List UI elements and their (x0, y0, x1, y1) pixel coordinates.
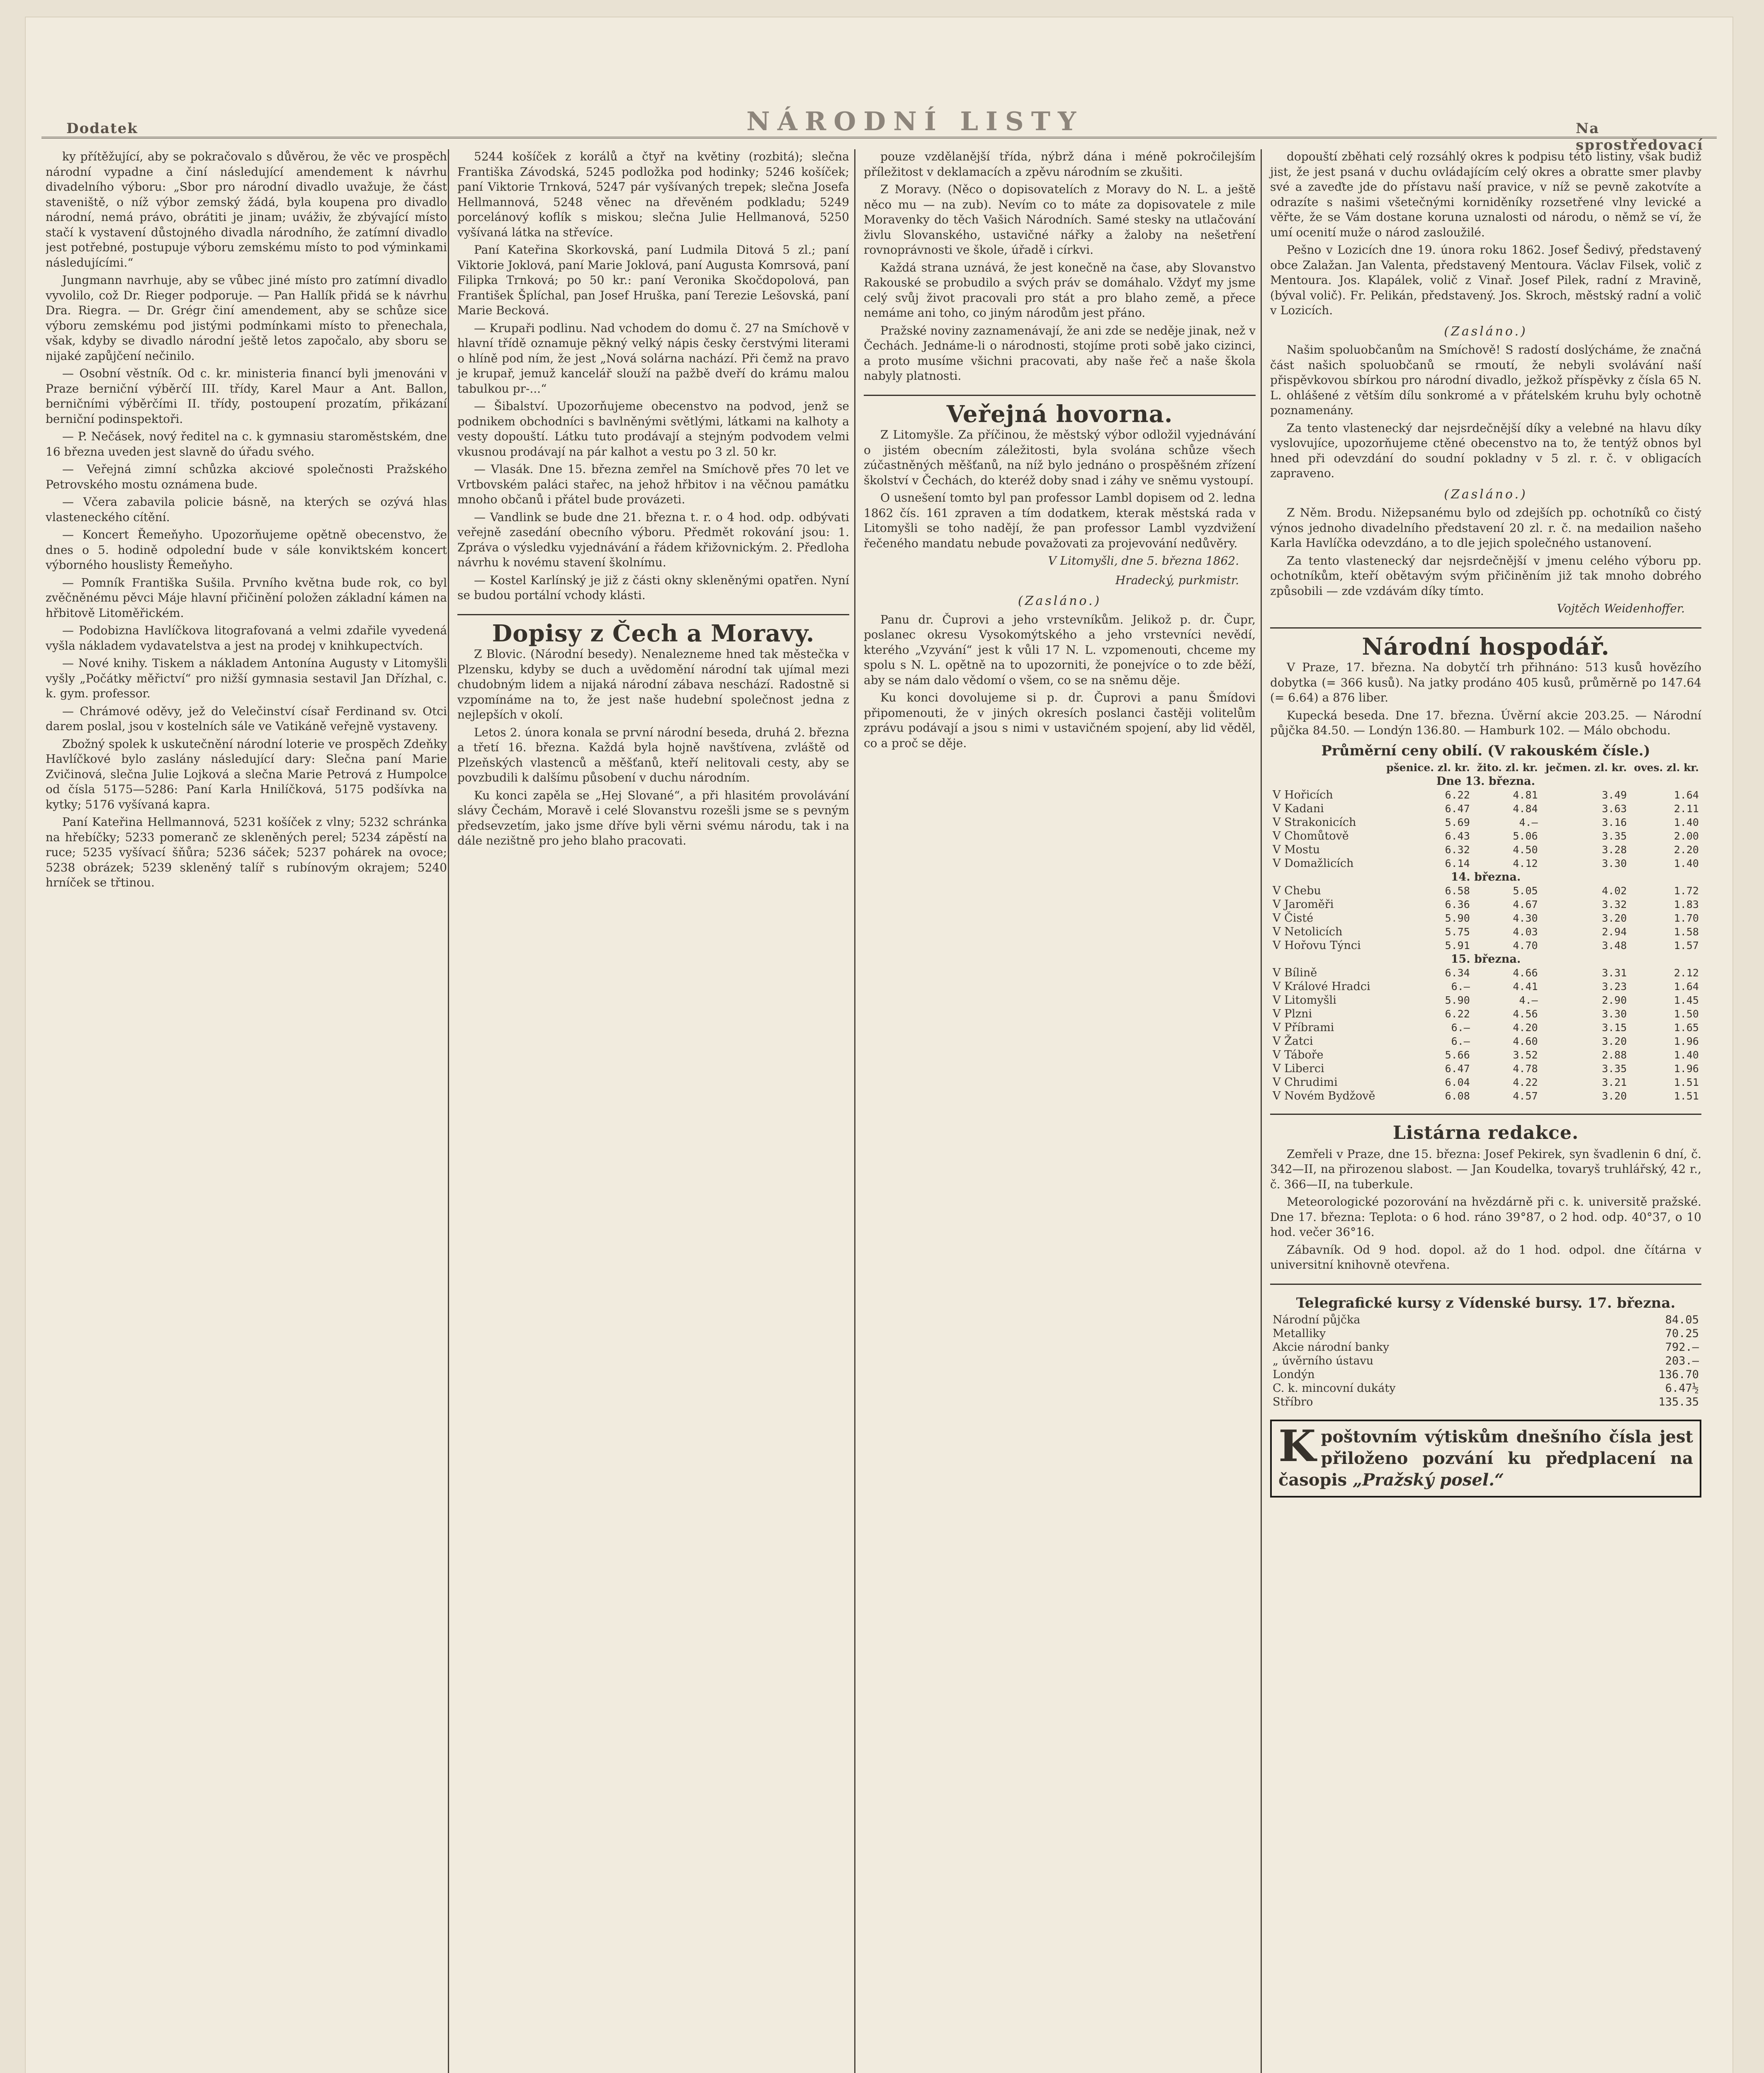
telegraph-caption: Telegrafické kursy z Vídenské bursy. 17. března. (1296, 1294, 1676, 1311)
public-forum-paragraph: Ku konci dovolujeme si p. dr. Čuprovi a panu Šmídovi připomenouti, že v jiných okresích poslanci častěji volitelům zprávu podávají a jsou s nimi v ustavičném spojení, aby lid věděl, co a proč se děje. (864, 691, 1256, 750)
column-1 (46, 149, 447, 2073)
table-cell: 1.64 (1674, 981, 1699, 993)
news-item: Zbožný spolek k uskutečnění národní loterie ve prospěch Zdeňky Havlíčkové bylo zaslány následující dary: Slečna paní Marie Zvičinová, slečna Julie Lojková a slečna Marie Petrová z Humpolce od čísla 5175—5286: Paní Karla Hnilíčková, 5175 podšívka na kytky; 5176 vyšívaná kapra. (46, 737, 447, 811)
header-cell (1270, 761, 1381, 774)
news-item: — Podobizna Havlíčkova litografovaná a velmi zdařile vyvedená vyšla nákladem vydavatelstva a jest na prodej v knihkupectvích. (46, 624, 447, 653)
signature-date: V Litomyšli, dne 5. března 1862. (1048, 554, 1239, 568)
row-label: V Netolicích (1273, 925, 1343, 938)
table-cell: 6.14 (1445, 857, 1470, 869)
column-3 (854, 149, 1256, 2073)
row-label: V Chebu (1273, 884, 1321, 897)
section-divider (864, 395, 1256, 396)
row-label: V Novém Bydžově (1273, 1090, 1375, 1102)
news-item: — P. Nečásek, nový ředitel na c. k gymnasiu staroměstském, dne 16 března uveden jest slavně do úřadu svého. (46, 430, 447, 459)
table-row (1270, 1395, 1701, 1409)
table-cell: 203.— (1665, 1354, 1699, 1367)
table-cell: 4.81 (1513, 789, 1538, 801)
row-label: V Chomůtově (1273, 830, 1349, 842)
table-row (1270, 843, 1701, 857)
table-row (1270, 829, 1701, 843)
table-cell: 4.41 (1513, 981, 1538, 993)
column-4 (1261, 149, 1701, 2073)
row-label: Londýn (1273, 1368, 1315, 1381)
table-cell: 6.34 (1445, 967, 1470, 979)
date-row (1270, 952, 1701, 966)
date-label: Dne 13. března. (1436, 775, 1536, 788)
table-cell: 3.15 (1601, 1022, 1627, 1034)
table-cell: 1.57 (1674, 939, 1699, 952)
news-item: — Kostel Karlínský je již z části okny skleněnými opatřen. Nyní se budou portální vchody klásti. (457, 573, 849, 602)
table-row (1270, 816, 1701, 829)
table-cell: 1.96 (1674, 1035, 1699, 1047)
table-cell: 5.90 (1445, 912, 1470, 924)
table-cell: 3.32 (1601, 898, 1627, 910)
header-cell: pšenice. zl. kr. (1386, 762, 1470, 774)
table-cell: 6.47½ (1665, 1382, 1699, 1395)
masthead-left: Dodatek (66, 120, 138, 137)
public-forum-paragraph: Panu dr. Čuprovi a jeho vrstevníkům. Jelikož p. dr. Čupr, poslanec okresu Vysokomýtského a jeho vrstevníci nevědí, kterého „Vzyvání“ jest k vůli 17 N. L. vzpomenouti, chceme my spolu s N. L. opětně na to upozorniti, že ponejvíce o to zde běží, aby se nám dalo vědomí o všem, co se na sněmu děje. (864, 612, 1256, 687)
table-cell: 4.20 (1513, 1022, 1538, 1034)
news-item: Paní Kateřina Hellmannová, 5231 košíček z vlny; 5232 schránka na hřebíčky; 5233 pomeranč ze skleněných perel; 5234 zápěstí na ruce; 5235 vyšívací šňůra; 5236 sáček; 5237 pohárek na ovoce; 5238 obrázek; 5239 skleněný talíř s rubínovým okrajem; 5240 hrníček se třtinou. (46, 815, 447, 889)
table-cell: 1.40 (1674, 1049, 1699, 1061)
table-row (1270, 939, 1701, 952)
table-cell: 136.70 (1658, 1368, 1699, 1381)
table-row (1270, 925, 1701, 939)
masthead-right: Na sprostředovací (1576, 120, 1703, 153)
table-row (1270, 993, 1701, 1007)
row-label: C. k. mincovní dukáty (1273, 1382, 1396, 1395)
letter-paragraph: Každá strana uznává, že jest konečně na čase, aby Slovanstvo Rakouské se probudilo a svých práv se domáhalo. Vždyť my jsme celý svůj život pracovali pro stát a pro blaho země, a přece nemáme ani toho, co jiným národům jest přáno. (864, 260, 1256, 320)
table-row (1270, 884, 1701, 898)
article-paragraph: Jungmann navrhuje, aby se vůbec jiné místo pro zatímní divadlo vyvolilo, což Dr. Rieger podporuje. — Pan Hallík přidá se k návrhu Dra. Riegra. — Dr. Grégr činí amendement, aby se schůze sice výboru zemskému pod jistými podmínkami místo to přenechala, však, kdyby se divadlo národní ještě letos započalo, aby sboru se nijaké zapůjčení nečinilo. (46, 273, 447, 363)
table-cell: 4.84 (1513, 803, 1538, 815)
table-row (1270, 857, 1701, 870)
table-cell: 3.63 (1601, 803, 1627, 815)
news-item: — Vandlink se bude dne 21. března t. r. o 4 hod. odp. odbývati veřejně zasedání obecního výboru. Předmět rokování jsou: 1. Zpráva o výsledku vyjednávání a řádem křižovnickým. 2. Předloha návrhu k novému stavení školnímu. (457, 510, 849, 569)
table-cell: 135.35 (1658, 1396, 1699, 1408)
table-row (1270, 1089, 1701, 1103)
row-label: V Příbrami (1273, 1021, 1334, 1034)
signature-weidenhoffer: Vojtěch Weidenhoffer. (1557, 602, 1685, 615)
table-row (1270, 1021, 1701, 1034)
table-cell: 5.69 (1445, 816, 1470, 828)
table-cell: 4.02 (1601, 885, 1627, 897)
section-heading-dopisy: Dopisy z Čech a Moravy. (492, 619, 815, 647)
table-row (1270, 1381, 1701, 1395)
table-cell: 3.20 (1601, 912, 1627, 924)
table-cell: 3.48 (1601, 939, 1627, 952)
section-heading-verejna-hovorna: Veřejná hovorna. (946, 400, 1173, 428)
table-cell: 6.47 (1445, 1063, 1470, 1075)
table-row (1270, 1340, 1701, 1354)
header-cell: oves. zl. kr. (1634, 762, 1699, 774)
table-cell: 3.23 (1601, 981, 1627, 993)
row-label: Metalliky (1273, 1327, 1326, 1340)
registry-item: Meteorologické pozorování na hvězdárně při c. k. universitě pražské. Dne 17. března: Teplota: o 6 hod. ráno 39°87, o 2 hod. odp. 40°37, o 10 hod. večer 36°16. (1270, 1195, 1701, 1239)
letter-paragraph: Pražské noviny zaznamenávají, že ani zde se neděje jinak, než v Čechách. Jednáme-li o národnosti, stojíme proti sobě jako cizinci, a proto musíme všichni pracovati, aby naše řeč a naše škola nabyly platnosti. (864, 323, 1256, 383)
table-row (1270, 1007, 1701, 1021)
market-note: Kupecká beseda. Dne 17. března. Úvěrní akcie 203.25. — Národní půjčka 84.50. — Londýn 136.80. — Hamburk 102. — Málo obchodu. (1270, 708, 1701, 737)
table-cell: 2.12 (1674, 967, 1699, 979)
table-cell: 3.28 (1601, 844, 1627, 856)
table-row (1270, 911, 1701, 925)
table-cell: 70.25 (1665, 1327, 1699, 1340)
row-label: V Bílině (1273, 966, 1317, 979)
row-label: V Králové Hradci (1273, 980, 1370, 993)
table-cell: 1.45 (1674, 994, 1699, 1006)
news-item: — Nové knihy. Tiskem a nákladem Antonína Augusty v Litomyšli vyšly „Počátky měřictví“ pro nižší gymnasia sestavil Jan Dřízhal, c. k. gym. professor. (46, 656, 447, 700)
table-cell: 4.50 (1513, 844, 1538, 856)
public-forum-paragraph: O usnešení tomto byl pan professor Lambl dopisem od 2. ledna 1862 čís. 161 zpraven a tím dodatkem, kterak městská rada v Litomyšli se toho nadějí, že pan professor Lambl vyzdvižení řečeného mandatu nebude považovati za projevování nedůvěry. (864, 491, 1256, 550)
table-cell: 4.30 (1513, 912, 1538, 924)
section-divider (1270, 627, 1701, 629)
table-cell: 1.51 (1674, 1090, 1699, 1102)
news-item: — Osobní věstník. Od c. kr. ministeria financí byli jmenováni v Praze berniční výběrčí III. třídy, Karel Maur a Ant. Ballon, berničními výběrčími II. třídy, postoupení prozatím, přikázaní berniční podinspektoři. (46, 367, 447, 426)
table-cell: 2.20 (1674, 844, 1699, 856)
row-label: V Hořicích (1273, 789, 1333, 801)
letter-paragraph: dopouští zběhati celý rozsáhlý okres k podpisu této listiny, však budiž jist, že jest psaná v duchu ovládajícím celý okres a obratte smer plavby své a zaveďte jde do přístavu naší pravice, v níž se pevně zakotvíte a odrazíte s našimi všetečnými korniděníky rozsetřené vlny levické a věřte, že se Vám dostane koruna uznalosti od národu, o němž se ví, že umí ocenití muže o národ zasloužilé. (1270, 150, 1701, 239)
table-cell: 6.— (1451, 1035, 1470, 1047)
table-cell: 1.64 (1674, 789, 1699, 801)
table-cell: 4.57 (1513, 1090, 1538, 1102)
table-cell: 2.00 (1674, 830, 1699, 842)
letter-paragraph: Z Blovic. (Národní besedy). Nenalezneme hned tak městečka v Plzensku, kdyby se duch a uvědomění národní tak ujímal mezi chudobným lidem a nijaká národní zábava neschází. Radostně si vzpomínáme na to, že jest naše hudební společnost jedna z nejlepších v okolí. (457, 647, 849, 721)
letter-paragraph: Pešno v Lozicích dne 19. února roku 1862. Josef Šedivý, představený obce Zalažan. Jan Valenta, představený Mentoura. Václav Filsek, volič z Mentoura. Jos. Klapálek, volič z Vinař. Josef Pilek, radní z Mravině, (býval volič). Fr. Pelikán, představený. Jos. Skroch, městský radní a volič v Lozicích. (1270, 243, 1701, 317)
table-cell: 6.47 (1445, 803, 1470, 815)
table-cell: 3.20 (1601, 1090, 1627, 1102)
row-label: V Chrudimi (1273, 1076, 1338, 1089)
masthead (41, 104, 1717, 153)
letter-paragraph: Za tento vlastenecký dar nejsrdečnější díky a velebné na hlavu díky vyslovujíce, upozorňujeme ctěné obecenstvo na to, že tentýž obnos byl hned při odevzdání do soudní pokladny v 5 zl. r. č. v obligacích zapraveno. (1270, 421, 1701, 480)
table-row (1270, 1313, 1701, 1327)
news-item: 5244 košíček z korálů a čtyř na květiny (rozbitá); slečna Františka Závodská, 5245 podložka pod hodinky; 5246 košíček; paní Viktorie Trnková, 5247 pár vyšívaných trepek; slečna Josefa Hellmannová, 5248 věnec na dřevěném podkladu; 5249 porcelánový koflík s miskou; slečna Julie Hellmanová, 5250 vyšívaná látka na střevíce. (457, 150, 849, 239)
signature-hradecky: Hradecký, purkmistr. (1115, 573, 1239, 587)
row-label: V Domažlicích (1273, 857, 1354, 870)
table-cell: 6.43 (1445, 830, 1470, 842)
section-divider (1270, 1284, 1701, 1285)
table-row (1270, 1048, 1701, 1062)
row-label: V Strakonicích (1273, 816, 1356, 829)
news-item: — Včera zabavila policie básně, na kterých se ozývá hlas vlasteneckého cítění. (46, 495, 447, 524)
row-label: V Liberci (1273, 1062, 1324, 1075)
section-divider (457, 614, 849, 615)
date-label: 14. března. (1451, 871, 1521, 884)
letter-paragraph: Ku konci zapěla se „Hej Slované“, a při hlasitém provolávání slávy Čechám, Moravě i celé Slovanstvu rozešli jsme se s pevným předsevzetím, jako jsme dříve byli věrni svému národu, tak i na dále nezištně pro jeho blaho pracovati. (457, 788, 849, 847)
letter-paragraph: Letos 2. února konala se první národní beseda, druhá 2. března a třetí 16. března. Každá byla hojně navštívena, zvláště od Plzeňských vlastenců a měšťanů, kteří nelitovali cesty, aby se povzbudili k dalšímu působení v duchu národním. (457, 725, 849, 784)
section-divider (1270, 1114, 1701, 1115)
registry-item: Zábavník. Od 9 hod. dopol. až do 1 hod. odpol. dne čítárna v universitní knihovně otevřena. (1270, 1243, 1701, 1272)
table-row (1270, 788, 1701, 802)
table-cell: 2.11 (1674, 803, 1699, 815)
letter-paragraph: Za tento vlastenecký dar nejsrdečnější v jmenu celého výboru pp. ochotníkům, kteří obětavým svým přičiněním již tak mnoho dobrého způsobili — zde vzdávám díky tímto. (1270, 553, 1701, 598)
table-row (1270, 898, 1701, 911)
table-cell: 6.58 (1445, 885, 1470, 897)
table-cell: 2.88 (1601, 1049, 1627, 1061)
subscription-notice (1270, 1420, 1701, 1498)
table-cell: 5.91 (1445, 939, 1470, 952)
grain-price-table (1270, 761, 1701, 1103)
news-item: — Krupaři podlinu. Nad vchodem do domu č. 27 na Smíchově v hlavní třídě oznamuje pěkný velký nápis česky čerstvými literami o hlíně pod ním, že jest „Nová solárna nachází. Při čemž na pravo je krupař, jemuž kancelář slouží na pažbě dveří do krámu malou tabulkou pr-...“ (457, 321, 849, 396)
table-row (1270, 1075, 1701, 1089)
row-label: V Mostu (1273, 843, 1320, 856)
row-label: V Čisté (1273, 912, 1314, 925)
table-row (1270, 802, 1701, 816)
table-cell: 6.36 (1445, 898, 1470, 910)
row-label: V Žatci (1273, 1035, 1313, 1048)
row-label: Národní půjčka (1273, 1313, 1361, 1326)
article-paragraph: ky přítěžující, aby se pokračovalo s důvěrou, že věc ve prospěch národní vypadne a činí následující amendement k návrhu divadelního výboru: „Sbor pro národní divadlo uvažuje, že část staveniště, o níž výbor zemský žádá, byla koupena pro divadlo národní, nemá právo, obrátiti je jinam; uváživ, že zbývající místo stačí k vystavení důstojného divadla národního, že zatímní divadlo jest potřebné, postupuje výboru zemskému místo to pod výminkami následujícími.“ (46, 150, 447, 269)
table-cell: 1.96 (1674, 1063, 1699, 1075)
table-cell: 792.— (1665, 1341, 1699, 1354)
table-row (1270, 1354, 1701, 1368)
news-item: — Pomník Františka Sušila. Prvního května bude rok, co byl zvěčněnému pěvci Máje hlavní přičinění položen základní kámen na hřbitově Litoměřickém. (46, 575, 447, 620)
table-cell: 5.66 (1445, 1049, 1470, 1061)
table-row (1270, 1327, 1701, 1340)
table-cell: 2.94 (1601, 926, 1627, 938)
table-cell: 2.90 (1601, 994, 1627, 1006)
table-cell: 1.40 (1674, 857, 1699, 869)
masthead-title: NÁRODNÍ LISTY (746, 106, 1084, 136)
registry-item: Zemřeli v Praze, dne 15. března: Josef Pekirek, syn švadlenin 6 dní, č. 342—II, na přirozenou slabost. — Jan Koudelka, tovaryš truhlářský, 42 r., č. 366—II, na tuberkule. (1270, 1147, 1701, 1191)
letter-paragraph: Našim spoluobčanům na Smíchově! S radostí doslýcháme, že značná část našich spoluobčanů se rmoutí, že nebyli svolávání naší přispěvkovou sbírkou pro národní divadlo, ježkož příspěvky z čísla 65 N. L. ohlášené z větším dílu sonkromé a v přátelském kruhu byly ochotně poznamenány. (1270, 343, 1701, 417)
row-label: Akcie národní banky (1273, 1341, 1390, 1354)
table-cell: 1.40 (1674, 816, 1699, 828)
row-label: Stříbro (1273, 1396, 1313, 1408)
grain-price-header (1270, 761, 1701, 774)
zaslano-label: (Zasláno.) (1444, 324, 1528, 339)
letter-paragraph: Z Moravy. (Něco o dopisovatelích z Moravy do N. L. a ještě něco mu — na zub). Nevím co to máte za dopisovatele z mile Moravenky do těch Vašich Národních. Samé stesky na utlačování živlu Slovanského, ustavičné nářky a žaloby na nešetření rovnoprávnosti ve škole, úřadě i církvi. (864, 182, 1256, 257)
table-cell: 3.30 (1601, 1008, 1627, 1020)
table-cell: 1.72 (1674, 885, 1699, 897)
column-2 (448, 149, 849, 2073)
bourse-body (1270, 1313, 1701, 1409)
table-cell: 4.56 (1513, 1008, 1538, 1020)
table-cell: 3.21 (1601, 1076, 1627, 1088)
table-cell: 4.— (1519, 994, 1538, 1006)
zaslano-label: (Zasláno.) (1444, 487, 1528, 502)
table-cell: 4.67 (1513, 898, 1538, 910)
table-row (1270, 1062, 1701, 1075)
table-cell: 6.— (1451, 981, 1470, 993)
notice-title: „Pražský posel.“ (1353, 1470, 1504, 1490)
table-cell: 1.65 (1674, 1022, 1699, 1034)
table-cell: 3.20 (1601, 1035, 1627, 1047)
row-label: V Kadani (1273, 802, 1324, 815)
section-heading-narodni-hospodar: Národní hospodář. (1362, 633, 1610, 660)
table-cell: 4.22 (1513, 1076, 1538, 1088)
table-cell: 3.49 (1601, 789, 1627, 801)
table-cell: 84.05 (1665, 1313, 1699, 1326)
row-label: V Plzni (1273, 1007, 1312, 1020)
news-item: — Koncert Řemeňyho. Upozorňujeme opětně obecenstvo, že dnes o 5. hodině odpolední bude v sále konviktském koncert výborného houslisty Řemeňyho. (46, 528, 447, 572)
table-cell: 6.22 (1445, 789, 1470, 801)
table-cell: 3.52 (1513, 1049, 1538, 1061)
row-label: V Litomyšli (1273, 994, 1336, 1007)
date-label: 15. března. (1451, 953, 1521, 966)
table-row (1270, 1034, 1701, 1048)
table-cell: 4.70 (1513, 939, 1538, 952)
letter-paragraph: pouze vzdělanější třída, nýbrž dána i méně pokročilejším příležitost v deklamacích a zpěvu národním se zkušiti. (864, 150, 1256, 179)
table-cell: 4.12 (1513, 857, 1538, 869)
table-cell: 1.51 (1674, 1076, 1699, 1088)
news-item: Paní Kateřina Skorkovská, paní Ludmila Ditová 5 zl.; paní Viktorie Joklová, paní Marie Joklová, paní Augusta Komrsová, paní Filipka Trnková; po 50 kr.: paní Veronika Skočdopolová, pan František Šplíchal, pan Josef Hruška, paní Terezie Lešovská, paní Marie Becková. (457, 243, 849, 317)
zaslano-label: (Zasláno.) (1018, 594, 1102, 608)
table-cell: 1.58 (1674, 926, 1699, 938)
market-note: V Praze, 17. března. Na dobytčí trh přihnáno: 513 kusů hovězího dobytka (= 366 kusů). Na jatky prodáno 405 kusů, průměrně po 147.64 (= 6.64) a 876 liber. (1270, 660, 1701, 704)
grain-price-body (1270, 774, 1701, 1103)
table-cell: 3.31 (1601, 967, 1627, 979)
bourse-table (1270, 1313, 1701, 1409)
table-cell: 1.83 (1674, 898, 1699, 910)
public-forum-paragraph: Z Litomyšle. Za příčinou, že městský výbor odložil vyjednávání o jistém obecním záležitosti, byla svolána schůze všech zúčastněných měšťanů, na níž bylo jednáno o prospěšném zřízení školství v Čechách, do kteréž doby snad i záhy ve sněmu vystoupí. (864, 428, 1256, 487)
notice-text: poštovním výtiskům dnešního čísla jest přiloženo pozvání ku předplacení na časopis (1278, 1427, 1693, 1490)
header-cell: žito. zl. kr. (1477, 762, 1538, 774)
table-cell: 4.60 (1513, 1035, 1538, 1047)
header-cell: ječmen. zl. kr. (1545, 762, 1627, 774)
table-cell: 6.22 (1445, 1008, 1470, 1020)
table-cell: 6.32 (1445, 844, 1470, 856)
table-cell: 4.— (1519, 816, 1538, 828)
table-cell: 6.— (1451, 1022, 1470, 1034)
row-label: „ úvěrního ústavu (1273, 1354, 1374, 1367)
table-cell: 1.50 (1674, 1008, 1699, 1020)
table-cell: 3.35 (1601, 830, 1627, 842)
row-label: V Jaroměři (1273, 898, 1334, 911)
table-cell: 1.70 (1674, 912, 1699, 924)
table-cell: 6.08 (1445, 1090, 1470, 1102)
letter-paragraph: Z Něm. Brodu. Nižepsanému bylo od zdejších pp. ochotníků co čistý výnos jednoho divadelního představení 20 zl. r. č. na medailion našeho Karla Havlíčka odevzdáno, a to dle jejich společného ustanovení. (1270, 506, 1701, 550)
table-row (1270, 980, 1701, 993)
table-cell: 5.90 (1445, 994, 1470, 1006)
news-item: — Veřejná zimní schůzka akciové společnosti Pražského Petrovského mostu oznámena bude. (46, 462, 447, 491)
table-cell: 5.05 (1513, 885, 1538, 897)
row-label: V Hořovu Týnci (1273, 939, 1361, 952)
table-cell: 4.66 (1513, 967, 1538, 979)
table-cell: 3.30 (1601, 857, 1627, 869)
table-cell: 3.35 (1601, 1063, 1627, 1075)
table-cell: 5.75 (1445, 926, 1470, 938)
table-cell: 3.16 (1601, 816, 1627, 828)
date-row (1270, 870, 1701, 884)
table-cell: 6.04 (1445, 1076, 1470, 1088)
table-row (1270, 1368, 1701, 1381)
table-row (1270, 966, 1701, 980)
news-item: — Chrámové oděvy, jež do Velečinství císař Ferdinand sv. Otci darem poslal, jsou v kostelních sále ve Vatikáně veřejně vystaveny. (46, 704, 447, 733)
section-heading-listarna: Listárna redakce. (1392, 1122, 1579, 1143)
news-item: — Šibalství. Upozorňujeme obecenstvo na podvod, jenž se podnikem obchodníci s bavlněnými světlými, látkami na kalhoty a vesty dopouští. Látku tuto prodávají a stejným podvodem velmi vkusnou prodávají na pár kalhot a vestu po 3 zl. 50 kr. (457, 399, 849, 459)
row-label: V Táboře (1273, 1049, 1324, 1061)
notice-dropcap: K (1278, 1420, 1316, 1471)
table-cell: 4.78 (1513, 1063, 1538, 1075)
grain-price-caption: Průměrní ceny obilí. (V rakouském čísle.) (1321, 742, 1650, 759)
date-row (1270, 774, 1701, 788)
table-cell: 5.06 (1513, 830, 1538, 842)
news-item: — Vlasák. Dne 15. března zemřel na Smíchově přes 70 let ve Vrtbovském paláci stařec, na jehož hřbitov i na věčnou památku mnoho občanů i přátel bude provázeti. (457, 462, 849, 506)
table-cell: 4.03 (1513, 926, 1538, 938)
